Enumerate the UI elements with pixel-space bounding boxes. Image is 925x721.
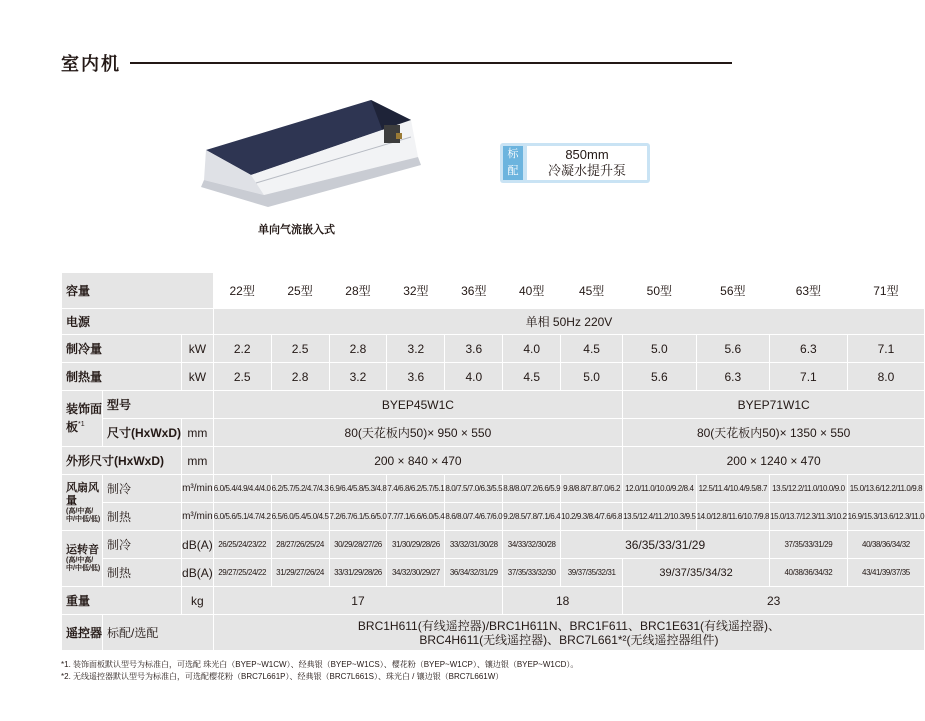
noise-cool-row	[62, 531, 925, 559]
badge-line2: 冷凝水提升泵	[547, 163, 626, 178]
airflow-cool-value: 6.0/5.4/4.9/4.4/4.0	[213, 475, 271, 503]
airflow-label: 风扇风量 (高/中高/中/中低/低)	[62, 475, 103, 531]
remote-options	[213, 615, 925, 651]
airflow-cool-value: 6.9/6.4/5.8/5.3/4.8	[329, 475, 387, 503]
remote-options-line1: BRC1H611(有线遥控器)/BRC1H611N、BRC1F611、BRC1E631(有线遥控器)、	[357, 618, 781, 633]
airflow-heat-row	[62, 503, 925, 531]
panel-note-mark: *1	[78, 421, 85, 428]
airflow-cool-value: 9.8/8.8/7.8/7.0/6.2	[561, 475, 623, 503]
heating-value: 2.5	[213, 363, 271, 391]
cooling-value: 2.5	[271, 335, 329, 363]
noise-heat-label: 制热	[103, 559, 182, 587]
model-cell: 71型	[847, 273, 925, 309]
remote-row	[62, 615, 925, 651]
airflow-cool-row	[62, 475, 925, 503]
cooling-value: 3.6	[445, 335, 503, 363]
cooling-value: 2.8	[329, 335, 387, 363]
remote-label: 遥控器	[62, 615, 103, 651]
model-cell: 28型	[329, 273, 387, 309]
noise-cool-label: 制冷	[103, 531, 182, 559]
capacity-label: 容量	[62, 273, 214, 309]
airflow-cool-value: 8.0/7.5/7.0/6.3/5.5	[445, 475, 503, 503]
panel-size-row	[62, 419, 925, 447]
heating-value: 6.3	[696, 363, 770, 391]
cooling-value: 5.6	[696, 335, 770, 363]
airflow-heat-value: 16.9/15.3/13.6/12.3/11.0	[847, 503, 925, 531]
power-value: 单相 50Hz 220V	[213, 309, 925, 335]
noise-cool-value: 31/30/29/28/26	[387, 531, 445, 559]
model-cell: 56型	[696, 273, 770, 309]
cooling-value: 6.3	[770, 335, 848, 363]
noise-heat-value: 36/34/32/31/29	[445, 559, 503, 587]
dimensions-row	[62, 447, 925, 475]
dimensions-value-a: 200 × 840 × 470	[213, 447, 622, 475]
panel-model-row	[62, 391, 925, 419]
heating-value: 5.6	[623, 363, 697, 391]
airflow-heat-value: 8.6/8.0/7.4/6.7/6.0	[445, 503, 503, 531]
cooling-value: 5.0	[623, 335, 697, 363]
power-row	[62, 309, 925, 335]
noise-heat-value: 39/37/35/34/32	[623, 559, 770, 587]
cooling-value: 3.2	[387, 335, 445, 363]
remote-sub-label: 标配/选配	[103, 615, 214, 651]
panel-size-label: 尺寸(HxWxD)	[103, 419, 182, 447]
power-label: 电源	[62, 309, 214, 335]
panel-model-b: BYEP71W1C	[623, 391, 925, 419]
airflow-cool-value: 13.5/12.2/11.0/10.0/9.0	[770, 475, 848, 503]
model-cell: 50型	[623, 273, 697, 309]
weight-label: 重量	[62, 587, 182, 615]
heating-value: 3.6	[387, 363, 445, 391]
footnote-2: *2. 无线遥控器默认型号为标准白，可选配樱花粉（BRC7L661P）、经典银（BRC7L661S）、珠光白 / 镶边银（BRC7L661W）	[61, 672, 504, 681]
model-cell: 45型	[561, 273, 623, 309]
standard-accessory-badge	[500, 143, 650, 183]
heating-value: 5.0	[561, 363, 623, 391]
noise-unit: dB(A)	[182, 559, 214, 587]
capacity-row	[62, 273, 925, 309]
heating-label: 制热量	[62, 363, 182, 391]
airflow-heat-value: 6.0/5.6/5.1/4.7/4.2	[213, 503, 271, 531]
model-cell: 22型	[213, 273, 271, 309]
panel-model-a: BYEP45W1C	[213, 391, 622, 419]
cooling-value: 2.2	[213, 335, 271, 363]
noise-cool-value: 34/33/32/30/28	[503, 531, 561, 559]
footnote-1: *1. 装饰面板默认型号为标准白，可选配 珠光白（BYEP~W1CW）、经典银（BYEP~W1CS）、樱花粉（BYEP~W1CP）、镶边银（BYEP~W1CD）。	[61, 660, 579, 669]
page-title: 室内机	[61, 54, 121, 74]
noise-cool-value: 30/29/28/27/26	[329, 531, 387, 559]
cooling-row	[62, 335, 925, 363]
airflow-cool-value: 6.2/5.7/5.2/4.7/4.3	[271, 475, 329, 503]
heating-row	[62, 363, 925, 391]
weight-unit: kg	[182, 587, 214, 615]
spec-table	[61, 272, 925, 651]
heating-unit: kW	[182, 363, 214, 391]
noise-cool-value: 40/38/36/34/32	[847, 531, 925, 559]
model-cell: 36型	[445, 273, 503, 309]
airflow-cool-value: 15.0/13.6/12.2/11.0/9.8	[847, 475, 925, 503]
noise-cool-value: 37/35/33/31/29	[770, 531, 848, 559]
airflow-heat-value: 6.5/6.0/5.4/5.0/4.5	[271, 503, 329, 531]
airflow-unit: m³/min	[182, 503, 214, 531]
noise-heat-row	[62, 559, 925, 587]
airflow-heat-value: 7.7/7.1/6.6/6.0/5.4	[387, 503, 445, 531]
dimensions-label: 外形尺寸(HxWxD)	[62, 447, 182, 475]
cooling-value: 7.1	[847, 335, 925, 363]
dimensions-value-b: 200 × 1240 × 470	[623, 447, 925, 475]
weight-value-b: 18	[503, 587, 623, 615]
heating-value: 8.0	[847, 363, 925, 391]
noise-cool-value: 26/25/24/23/22	[213, 531, 271, 559]
weight-value-a: 17	[213, 587, 503, 615]
airflow-cool-value: 7.4/6.8/6.2/5.7/5.1	[387, 475, 445, 503]
noise-heat-value: 37/35/33/32/30	[503, 559, 561, 587]
panel-model-label: 型号	[103, 391, 214, 419]
airflow-cool-label: 制冷	[103, 475, 182, 503]
cooling-value: 4.5	[561, 335, 623, 363]
dimensions-unit: mm	[182, 447, 214, 475]
noise-heat-value: 43/41/39/37/35	[847, 559, 925, 587]
model-cell: 63型	[770, 273, 848, 309]
airflow-heat-value: 13.5/12.4/11.2/10.3/9.5	[623, 503, 697, 531]
cooling-label: 制冷量	[62, 335, 182, 363]
noise-unit: dB(A)	[182, 531, 214, 559]
remote-options-line2: BRC4H611(无线遥控器)、BRC7L661*²(无线遥控器组件)	[419, 632, 719, 647]
model-cell: 40型	[503, 273, 561, 309]
airflow-sub: (高/中高/中/中低/低)	[66, 507, 101, 523]
noise-cool-value: 36/35/33/31/29	[561, 531, 770, 559]
noise-cool-value: 33/32/31/30/28	[445, 531, 503, 559]
panel-size-a: 80(天花板内50)× 950 × 550	[213, 419, 622, 447]
noise-heat-value: 39/37/35/32/31	[561, 559, 623, 587]
cooling-unit: kW	[182, 335, 214, 363]
noise-heat-value: 29/27/25/24/22	[213, 559, 271, 587]
noise-label: 运转音 (高/中高/中/中低/低)	[62, 531, 103, 587]
indoor-unit-image	[196, 95, 436, 220]
model-cell: 25型	[271, 273, 329, 309]
panel-label: 装饰面板$^{*1}$	[62, 391, 103, 447]
airflow-heat-value: 15.0/13.7/12.3/11.3/10.2	[770, 503, 848, 531]
product-caption: 单向气流嵌入式	[258, 224, 335, 236]
airflow-unit: m³/min	[182, 475, 214, 503]
airflow-heat-value: 10.2/9.3/8.4/7.6/6.8	[561, 503, 623, 531]
badge-line1: 850mm	[565, 147, 609, 162]
noise-heat-value: 33/31/29/28/26	[329, 559, 387, 587]
heating-value: 3.2	[329, 363, 387, 391]
airflow-heat-value: 9.2/8.5/7.8/7.1/6.4	[503, 503, 561, 531]
cooling-value: 4.0	[503, 335, 561, 363]
model-cell: 32型	[387, 273, 445, 309]
noise-heat-value: 40/38/36/34/32	[770, 559, 848, 587]
weight-row	[62, 587, 925, 615]
noise-cool-value: 28/27/26/25/24	[271, 531, 329, 559]
heating-value: 2.8	[271, 363, 329, 391]
airflow-cool-value: 8.8/8.0/7.2/6.6/5.9	[503, 475, 561, 503]
badge-content	[527, 146, 647, 180]
airflow-cool-value: 12.0/11.0/10.0/9.2/8.4	[623, 475, 697, 503]
badge-tag: 标配	[503, 146, 523, 180]
airflow-heat-value: 7.2/6.7/6.1/5.6/5.0	[329, 503, 387, 531]
airflow-cool-value: 12.5/11.4/10.4/9.5/8.7	[696, 475, 770, 503]
panel-size-b: 80(天花板内50)× 1350 × 550	[623, 419, 925, 447]
airflow-heat-value: 14.0/12.8/11.6/10.7/9.8	[696, 503, 770, 531]
heating-value: 7.1	[770, 363, 848, 391]
noise-heat-value: 34/32/30/29/27	[387, 559, 445, 587]
heating-value: 4.0	[445, 363, 503, 391]
airflow-heat-label: 制热	[103, 503, 182, 531]
heating-value: 4.5	[503, 363, 561, 391]
title-divider	[130, 62, 732, 64]
noise-heat-value: 31/29/27/26/24	[271, 559, 329, 587]
panel-size-unit: mm	[182, 419, 214, 447]
weight-value-c: 23	[623, 587, 925, 615]
noise-sub: (高/中高/中/中低/低)	[66, 557, 101, 572]
